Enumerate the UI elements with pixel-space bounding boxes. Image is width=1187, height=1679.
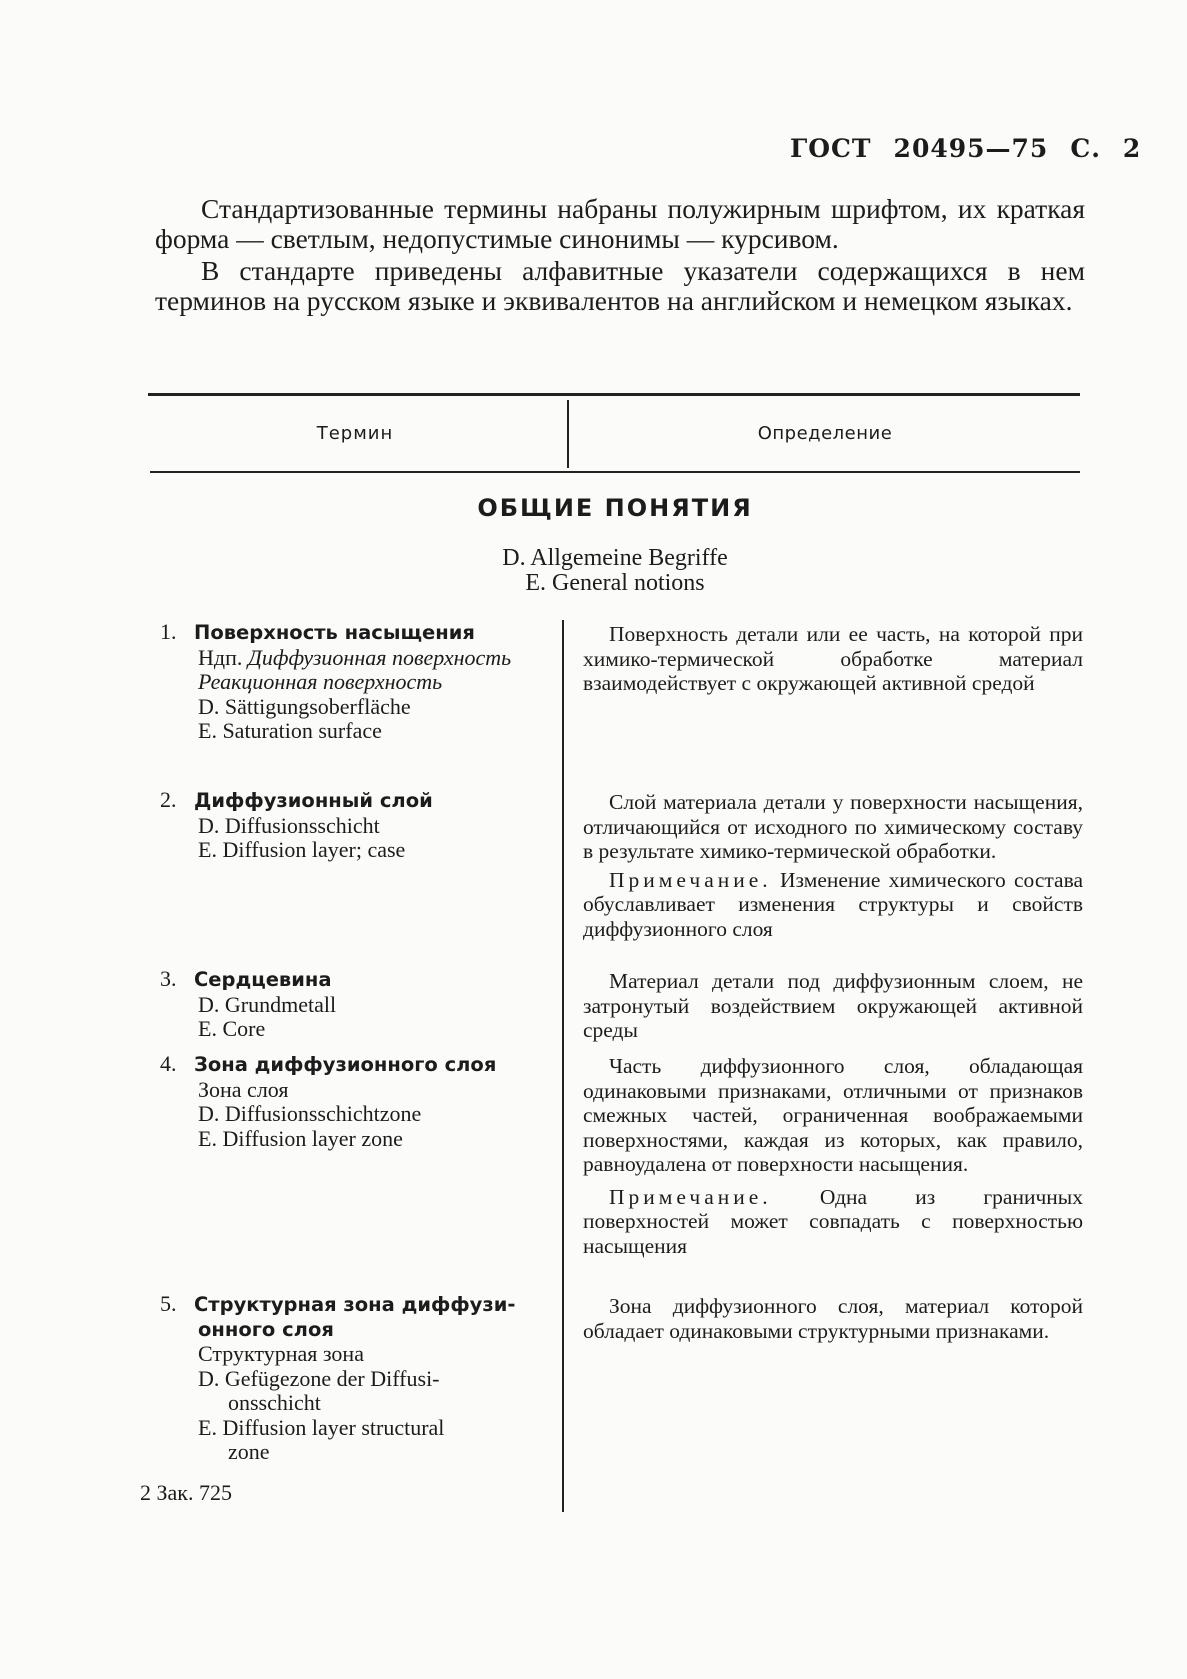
- definition-text: Слой материала детали у поверхности насыщения, отличающийся от исходного по химическому составу в результате химико-термической обработки.: [583, 790, 1083, 863]
- term-ndp: [160, 646, 550, 671]
- definition-text: Материал детали под диффузионным слоем, не затронутый воздействием окружающей активной среды: [583, 969, 1083, 1042]
- term-en-part-2: zone: [228, 1439, 270, 1464]
- term-en: E. Core: [198, 1016, 266, 1041]
- term-en: E. Diffusion layer; case: [198, 837, 406, 862]
- ndp-synonym-1: Диффузионная поверхность: [247, 644, 512, 670]
- term-entry-4: [160, 1052, 550, 1151]
- term-en: E. Saturation surface: [198, 718, 382, 743]
- table-top-rule: [148, 393, 1080, 396]
- term-number: 2.: [160, 787, 177, 812]
- term-name: Поверхность насыщения: [194, 621, 475, 644]
- section-title-en: E. General notions: [525, 570, 705, 596]
- term-en-part-1: E. Diffusion layer structural: [198, 1414, 445, 1440]
- page-header: [790, 134, 1141, 163]
- term-de-part-1: D. Gefügezone der Diffusi-: [198, 1365, 440, 1391]
- definition-2: [583, 790, 1083, 941]
- term-entry-2: [160, 788, 550, 863]
- print-order-footer: 2 Зак. 725: [140, 1480, 232, 1505]
- term-number: 1.: [160, 619, 177, 644]
- section-title: ОБЩИЕ ПОНЯТИЯ: [477, 494, 753, 522]
- intro-paragraph-1: Стандартизованные термины набраны полужирным шрифтом, их краткая форма — светлым, недопустимые синонимы — курсивом.: [155, 193, 1085, 254]
- term-number: 5.: [160, 1291, 177, 1316]
- table-header-divider: [567, 400, 569, 468]
- term-name: Зона диффузионного слоя: [194, 1053, 497, 1076]
- term-de-part-2: onsschicht: [228, 1390, 321, 1415]
- definition-1: [583, 622, 1083, 696]
- definition-note: [583, 1185, 1083, 1259]
- term-entry-5: [160, 1292, 550, 1465]
- note-text: Одна из граничных поверхностей может совпадать с поверхностью насыщения: [583, 1184, 1084, 1258]
- term-short-form: Структурная зона: [198, 1341, 364, 1366]
- gost-number: 20495—75: [893, 134, 1049, 163]
- ndp-synonym-2: Реакционная поверхность: [198, 669, 443, 694]
- gost-label: ГОСТ: [790, 134, 872, 163]
- definition-3: [583, 969, 1083, 1043]
- term-short-form: Зона слоя: [198, 1076, 289, 1102]
- section-title-de: D. Allgemeine Begriffe: [502, 545, 728, 571]
- definition-text: Поверхность детали или ее часть, на которой при химико-термической обработке материал взаимодействует с окружающей активной средой: [583, 622, 1083, 695]
- definition-4: [583, 1054, 1083, 1258]
- note-label: Примечание.: [609, 867, 772, 892]
- definition-5: [583, 1294, 1083, 1343]
- section-subtitle: [150, 546, 1080, 596]
- term-de: D. Diffusionsschicht: [198, 812, 380, 838]
- intro-text: [155, 194, 1085, 316]
- definition-text: Зона диффузионного слоя, материал которой обладает одинаковыми структурными признаками.: [583, 1294, 1083, 1343]
- term-name-part-2: онного слоя: [198, 1317, 334, 1341]
- term-number: 4.: [160, 1051, 177, 1076]
- page-prefix: С.: [1070, 134, 1101, 163]
- term-de: D. Diffusionsschichtzone: [198, 1101, 422, 1126]
- column-header-term: Термин: [316, 423, 394, 444]
- term-number: 3.: [160, 966, 177, 991]
- term-name-part-1: Структурная зона диффузи-: [194, 1293, 516, 1316]
- definition-note: [583, 868, 1083, 942]
- note-text: Изменение химического состава обуславливает изменения структуры и свойств диффузионного слоя: [583, 867, 1084, 941]
- note-label: Примечание.: [609, 1184, 772, 1209]
- term-name: Диффузионный слой: [194, 789, 433, 812]
- term-entry-3: [160, 967, 550, 1042]
- page-number: 2: [1122, 134, 1142, 163]
- term-entry-1: [160, 620, 550, 744]
- term-en: E. Diffusion layer zone: [198, 1125, 403, 1151]
- column-header-definition: Определение: [757, 423, 893, 444]
- body-column-divider: [562, 620, 564, 1512]
- table-header-bottom-rule: [150, 471, 1080, 473]
- intro-paragraph-2: В стандарте приведены алфавитные указатели содержащихся в нем терминов на русском языке и эквивалентов на английском и немецком языках.: [155, 255, 1085, 316]
- term-de: D. Sättigungsoberfläche: [198, 693, 411, 719]
- term-de: D. Grundmetall: [198, 991, 337, 1017]
- ndp-label: Ндп.: [198, 644, 243, 670]
- term-name: Сердцевина: [194, 968, 332, 991]
- definition-text: Часть диффузионного слоя, обладающая одинаковыми признаками, отличными от признаков смежных частей, ограниченная воображаемыми поверхностями, каждая из которых, как правило, равноудалена от поверхности насыщения.: [583, 1054, 1083, 1176]
